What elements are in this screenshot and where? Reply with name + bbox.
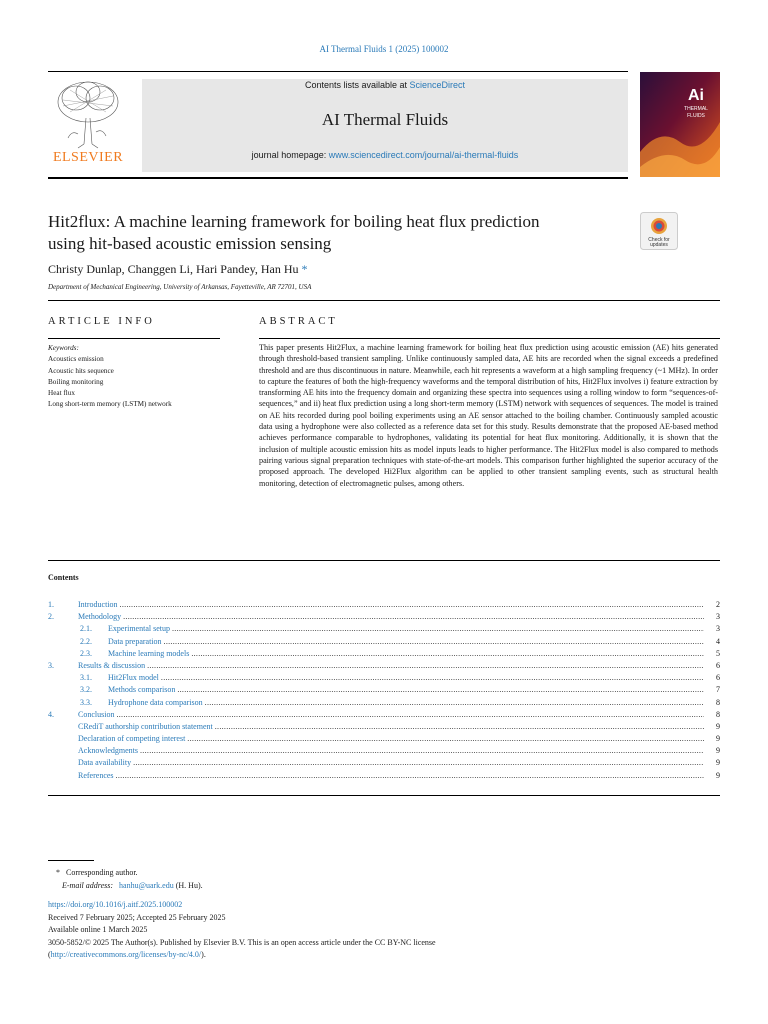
toc-entry-page: 6 — [716, 673, 720, 683]
toc-entry-number: 2. — [48, 612, 54, 622]
article-info-rule — [48, 338, 220, 339]
toc-entry-label[interactable]: Machine learning models — [108, 648, 190, 658]
toc-leader-dots — [147, 660, 704, 672]
abstract-heading: ABSTRACT — [259, 316, 338, 327]
license-link-line: (http://creativecommons.org/licenses/by-nc/4.0/). — [48, 950, 206, 959]
toc-leader-dots — [120, 599, 704, 611]
table-of-contents — [48, 599, 720, 782]
toc-entry[interactable] — [48, 648, 720, 660]
toc-entry[interactable] — [48, 721, 720, 733]
keyword-item: Acoustic hits sequence — [48, 366, 114, 375]
toc-leader-dots — [116, 770, 704, 782]
toc-leader-dots — [215, 721, 704, 733]
journal-homepage-line: journal homepage: www.sciencedirect.com/journal/ai-thermal-fluids — [251, 150, 519, 160]
toc-leader-dots — [187, 733, 704, 745]
footnote-rule — [48, 860, 94, 861]
abstract-rule — [259, 338, 720, 339]
toc-entry-page: 3 — [716, 612, 720, 622]
toc-entry-number: 2.2. — [80, 636, 92, 646]
license-statement: 3050-5852/© 2025 The Author(s). Published by Elsevier B.V. This is an open access article under the CC BY-NC license — [48, 937, 436, 947]
article-info-heading: ARTICLE INFO — [48, 316, 155, 327]
keyword-item: Boiling monitoring — [48, 377, 104, 386]
toc-entry-page: 4 — [716, 636, 720, 646]
toc-leader-dots — [177, 684, 704, 696]
journal-cover-image[interactable] — [640, 72, 720, 177]
toc-entry-page: 8 — [716, 709, 720, 719]
svg-text:THERMAL: THERMAL — [684, 106, 708, 112]
toc-entry[interactable] — [48, 599, 720, 611]
toc-entry-page: 7 — [716, 685, 720, 695]
toc-leader-dots — [140, 745, 704, 757]
toc-entry-label[interactable]: CRediT authorship contribution statement — [78, 721, 213, 731]
abstract-text: This paper presents Hit2Flux, a machine learning framework for boiling heat flux prediction using acoustic emission (AE) hits generated through threshold-based transient sampling. Unlike continuously sampled data, AE hits are recorded when the signal exceeds a predefined threshold and are thus discontinuous in nature. Meanwhile, each hit represents a waveform at a high sampling frequency (~1 MHz). In order to capture the features of both the high-frequency waveforms and the temporal distribution of hits, Hit2Flux involves i) feature extraction by transforming AE hits into the frequency domain and organizing these spectra into sequences using a rolling window to form “sequences-of-sequences,” and ii) heat flux prediction using a long short-term memory (LSTM) network with sequences of sequences. The model is trained on AE hits recorded during pool boiling experiments using an AE sensor attached to the boiling chamber. Continuously sampled acoustic data using a hydrophone were also collected as a reference data set for this study. Results demonstrate that the proposed AE-based method achieves performance comparable to hydrophones, validating its potential for heat flux monitoring. Additionally, it is shown that the inclusion of multiple acoustic emission hits as model inputs leads to higher performance. The Hit2Flux model is also compared to methods pairing various signal preparation techniques with state-of-the-art models. This comparison further highlighted the superior accuracy of the proposed approach. The developed Hi2Flux algorithm can be applied to other transient sampling events, such as structural health monitoring, detection of electromagnetic pulses, among others. — [259, 343, 718, 488]
toc-leader-dots — [172, 623, 704, 635]
keyword-item: Acoustics emission — [48, 355, 104, 364]
toc-entry-label[interactable]: Hit2Flux model — [108, 673, 159, 683]
toc-entry[interactable] — [48, 623, 720, 635]
toc-entry-number: 3.2. — [80, 685, 92, 695]
toc-entry[interactable] — [48, 745, 720, 757]
toc-entry-label[interactable]: Introduction — [78, 600, 118, 609]
toc-entry-label[interactable]: Methods comparison — [108, 685, 176, 695]
license-link[interactable]: http://creativecommons.org/licenses/by-nc/4.0/ — [50, 950, 202, 959]
badge-line-1: Check for — [648, 237, 670, 243]
toc-entry-number: 2.1. — [80, 624, 92, 634]
toc-entry-label[interactable]: Data availability — [78, 758, 132, 768]
toc-entry-page: 2 — [716, 600, 720, 609]
toc-entry[interactable] — [48, 697, 720, 709]
toc-leader-dots — [164, 636, 704, 648]
toc-entry-page: 8 — [716, 697, 720, 707]
toc-entry-number: 4. — [48, 709, 54, 719]
toc-leader-dots — [123, 611, 704, 623]
toc-entry[interactable] — [48, 709, 720, 721]
toc-entry-label[interactable]: Acknowledgments — [78, 746, 138, 756]
affiliation: Department of Mechanical Engineering, University of Arkansas, Fayetteville, AR 72701, USA — [48, 283, 312, 291]
publication-info — [48, 899, 720, 962]
header-bottom-rule — [48, 177, 628, 179]
keywords-block — [48, 343, 228, 411]
toc-leader-dots — [205, 697, 704, 709]
journal-title: AI Thermal Fluids — [321, 110, 449, 129]
toc-entry-page: 9 — [716, 770, 720, 780]
article-title — [48, 211, 618, 255]
toc-entry-label[interactable]: Declaration of competing interest — [78, 734, 186, 744]
toc-entry[interactable] — [48, 660, 720, 672]
toc-entry-number: 3.3. — [80, 697, 92, 707]
toc-entry-label[interactable]: Data preparation — [108, 636, 162, 646]
svg-text:FLUIDS: FLUIDS — [687, 113, 705, 119]
toc-entry-page: 9 — [716, 746, 720, 756]
toc-entry-number: 2.3. — [80, 648, 92, 658]
toc-entry-page: 9 — [716, 758, 720, 768]
toc-entry[interactable] — [48, 770, 720, 782]
author-email-link[interactable]: hanhu@uark.edu — [119, 881, 174, 890]
toc-entry[interactable] — [48, 733, 720, 745]
keywords-label: Keywords: — [48, 344, 79, 352]
toc-entry-label[interactable]: Results & discussion — [78, 660, 146, 670]
contents-available-line: Contents lists available at ScienceDirect — [304, 80, 466, 90]
toc-entry[interactable] — [48, 636, 720, 648]
journal-homepage-link[interactable]: www.sciencedirect.com/journal/ai-thermal-fluids — [328, 150, 519, 160]
keyword-item: Heat flux — [48, 389, 75, 398]
toc-entry-page: 5 — [716, 648, 720, 658]
corresponding-author-note: * Corresponding author. — [56, 868, 138, 877]
svg-text:Ai: Ai — [688, 87, 704, 104]
available-online-date: Available online 1 March 2025 — [48, 925, 148, 934]
toc-entry[interactable] — [48, 684, 720, 696]
contents-heading: Contents — [48, 573, 79, 582]
toc-entry-label[interactable]: Conclusion — [78, 709, 115, 719]
toc-entry-label[interactable]: Hydrophone data comparison — [108, 697, 203, 707]
toc-entry-label[interactable]: Experimental setup — [108, 624, 170, 634]
toc-entry-page: 9 — [716, 721, 720, 731]
toc-leader-dots — [133, 757, 704, 769]
toc-entry-label[interactable]: References — [78, 770, 114, 780]
footnote — [56, 866, 203, 892]
toc-entry-page: 3 — [716, 624, 720, 634]
toc-entry-label[interactable]: Methodology — [78, 612, 122, 622]
journal-reference-link[interactable]: AI Thermal Fluids 1 (2025) 100002 — [319, 44, 449, 54]
toc-entry[interactable] — [48, 611, 720, 623]
header-top-rule — [48, 71, 628, 72]
toc-entry-number: 1. — [48, 600, 54, 609]
toc-entry[interactable] — [48, 757, 720, 769]
sciencedirect-link[interactable]: ScienceDirect — [409, 80, 466, 90]
received-dates: Received 7 February 2025; Accepted 25 February 2025 — [48, 912, 226, 922]
abstract-bottom-rule — [48, 560, 720, 561]
toc-entry-page: 6 — [716, 660, 720, 670]
corresponding-author-mark[interactable]: * — [298, 262, 308, 276]
contents-bottom-rule — [48, 795, 720, 796]
keyword-item: Long short-term memory (LSTM) network — [48, 400, 172, 409]
doi-link[interactable]: https://doi.org/10.1016/j.aitf.2025.100002 — [48, 900, 183, 909]
toc-entry[interactable] — [48, 672, 720, 684]
author-list: Christy Dunlap, Changgen Li, Hari Pandey, Han Hu * — [48, 262, 308, 276]
elsevier-wordmark: ELSEVIER — [52, 150, 124, 165]
toc-entry-page: 9 — [716, 734, 720, 744]
toc-entry-number: 3.1. — [80, 673, 92, 683]
toc-leader-dots — [161, 672, 704, 684]
check-for-updates-badge[interactable] — [640, 212, 678, 250]
article-title-line-2: using hit-based acoustic emission sensing — [48, 234, 332, 253]
toc-entry-number: 3. — [48, 660, 54, 670]
article-title-line-1: Hit2flux: A machine learning framework for boiling heat flux prediction — [48, 212, 540, 231]
toc-leader-dots — [191, 648, 704, 660]
toc-leader-dots — [116, 709, 704, 721]
badge-line-2: updates — [650, 242, 668, 248]
affiliation-rule — [48, 300, 720, 301]
email-note: E-mail address: hanhu@uark.edu (H. Hu). — [62, 881, 203, 890]
